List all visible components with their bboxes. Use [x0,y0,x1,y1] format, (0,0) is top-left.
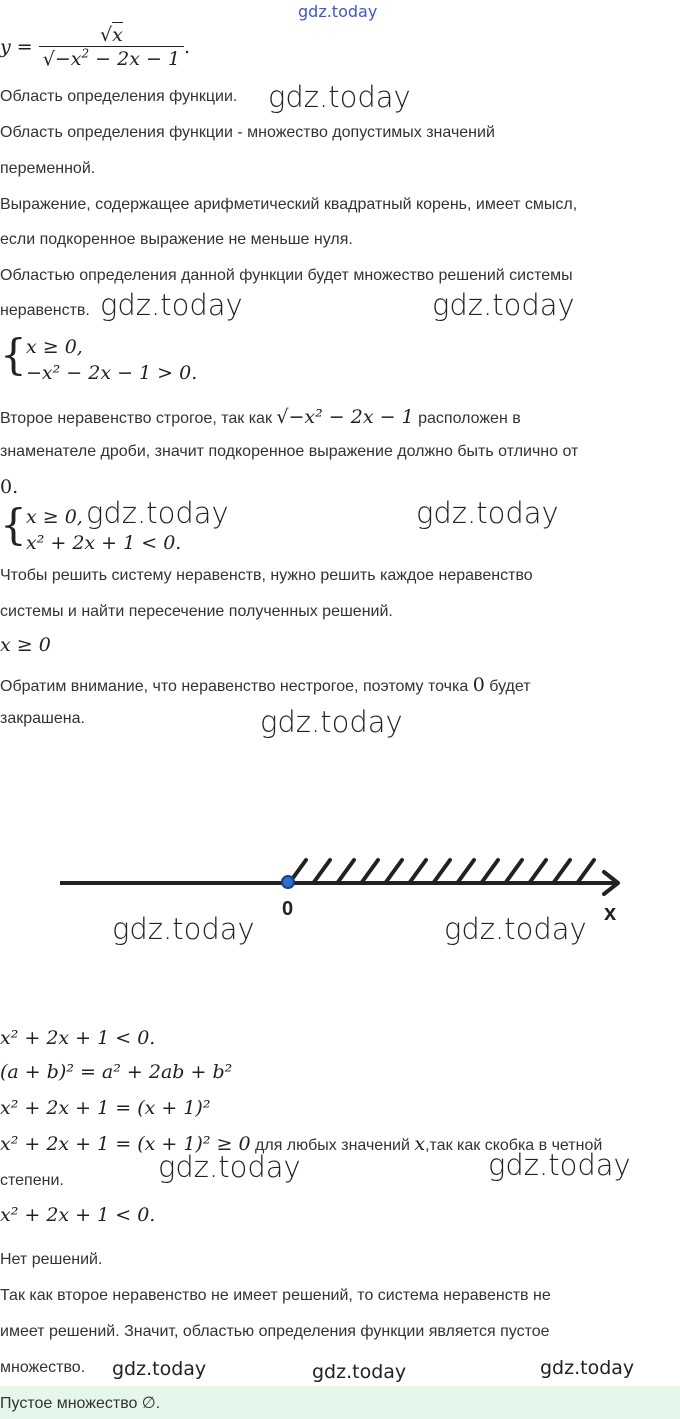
watermark: gdz.today [100,288,243,322]
system-brace: { [0,500,27,549]
watermark: gdz.today [488,1148,631,1182]
strict-line-1-start: Второе неравенство строгое, так как [0,410,272,427]
domain-heading: Область определения функции. [0,88,238,105]
definition-line-1: Область определения функции - множество допустимых значений [0,124,495,141]
variable-x: x [414,1133,426,1155]
zero-point [282,876,294,888]
definition-line-2: переменной. [0,160,96,177]
watermark: gdz.today [112,1358,207,1380]
watermark: gdz.today [312,1361,407,1383]
even-power-line-2: степени. [0,1172,64,1189]
formula-lhs: y = [0,36,33,59]
inequality-quadratic: x² + 2x + 1 < 0. [0,1027,156,1049]
system-intro-line-1: Областью определения данной функции будет множество решений системы [0,267,573,284]
expression-line-1: Выражение, содержащее арифметический квадратный корень, имеет смысл, [0,196,578,213]
strict-line-1-end: расположен в [418,410,521,427]
system-intro-line-2: неравенств. [0,302,90,319]
formula-denominator: $√-x^2 - 2x - 1$ [39,46,184,70]
watermark: gdz.today [112,912,255,946]
no-solutions: Нет решений. [0,1251,103,1268]
conclusion-line-1: Так как второе неравенство не имеет решений, то система неравенств не [0,1287,551,1304]
inequality-x-ge-0: x ≥ 0 [0,634,51,656]
any-values-text: для любых значений [255,1137,410,1154]
inequality-quadratic-again: x² + 2x + 1 < 0. [0,1204,156,1226]
note-line-1-start: Обратим внимание, что неравенство нестрогое, поэтому точка [0,678,469,695]
note-line-2: закрашена. [0,710,85,727]
system-2-row-2: x² + 2x + 1 < 0. [26,532,182,554]
watermark: gdz.today [260,705,403,739]
watermark: gdz.today [416,496,559,530]
formula-fraction [39,24,184,70]
axis-label: x [604,900,617,925]
watermark: gdz.today [268,80,411,114]
system-1-row-1: x ≥ 0, [26,336,83,358]
system-1-row-2: −x² − 2x − 1 > 0. [26,362,198,384]
solve-line-1: Чтобы решить систему неравенств, нужно решить каждое неравенство [0,567,533,584]
expression-line-2: если подкоренное выражение не меньше нуля. [0,231,353,248]
answer-text: Пустое множество ∅. [0,1395,161,1412]
even-power-text: ,так как скобка в четной [425,1137,603,1154]
answer-box [0,1386,680,1419]
square-formula: (a + b)² = a² + 2ab + b² [0,1061,233,1083]
watermark-top: gdz.today [298,2,378,21]
watermark: gdz.today [86,496,229,530]
watermark: gdz.today [444,912,587,946]
strict-line-1 [0,406,521,428]
strict-line-3: 0. [0,476,19,498]
watermark: gdz.today [432,288,575,322]
solve-line-2: системы и найти пересечение полученных решений. [0,603,393,620]
hatching [290,860,594,882]
zero-label: 0 [282,898,294,920]
conclusion-line-3: множество. [0,1359,86,1376]
formula-numerator: √x [99,24,123,46]
note-line-1 [0,674,531,696]
note-zero: 0 [472,674,485,696]
strict-line-2: знаменателе дроби, значит подкоренное выражение должно быть отлично от [0,443,579,460]
watermark: gdz.today [540,1357,635,1379]
conclusion-line-2: имеет решений. Значит, областью определения функции является пустое [0,1323,550,1340]
note-line-1-end: будет [489,678,531,695]
identity: x² + 2x + 1 = (x + 1)² [0,1097,211,1119]
function-formula [0,24,190,80]
formula-end: . [184,36,191,59]
identity-ge: x² + 2x + 1 = (x + 1)² ≥ 0 [0,1133,251,1155]
watermark: gdz.today [158,1150,301,1184]
system-brace: { [0,330,27,379]
system-2-row-1: x ≥ 0, [26,506,83,528]
strict-root-expression: √−x² − 2x − 1 [276,406,414,428]
